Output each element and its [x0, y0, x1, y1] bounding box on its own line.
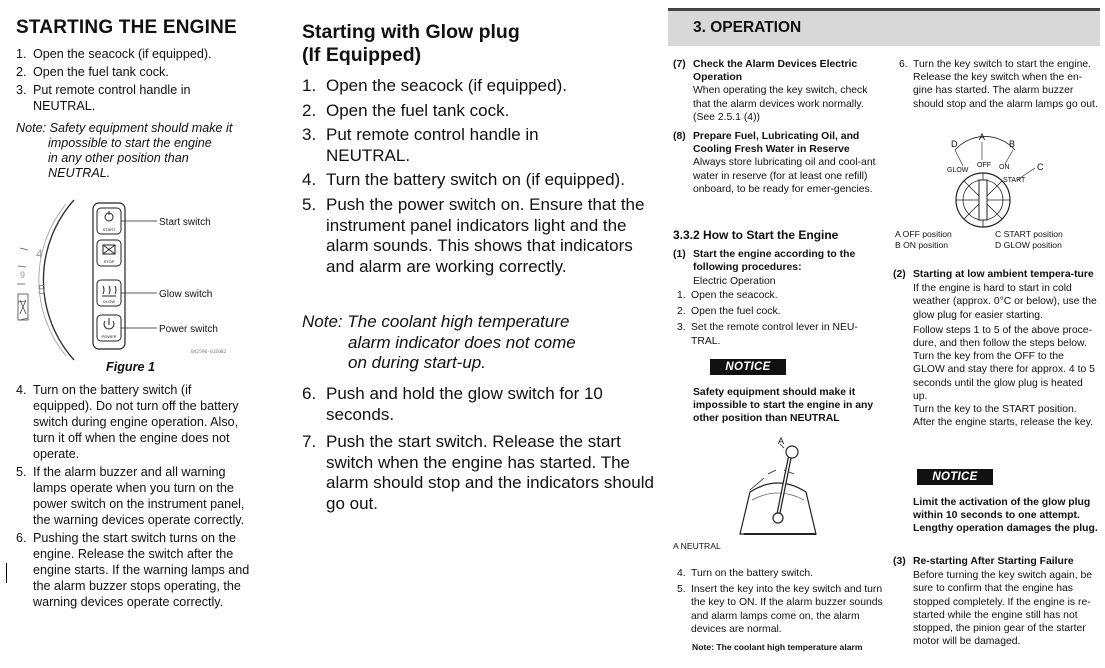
key-switch-diagram [937, 130, 1077, 230]
figure-code: 042590-01E002 [191, 350, 227, 355]
glow-switch-icon [97, 280, 121, 306]
notice-badge: NOTICE [710, 359, 786, 375]
item-1: (1) Start the engine according to the following procedures: Electric Operation [673, 249, 856, 288]
section-title: STARTING THE ENGINE [16, 17, 237, 38]
item-3: (3) Re-starting After Starting Failure Before turning the key switch again, be sure to confirm that the engine has stopped completely. If the engine is re-started while the engine still has not stopped, the pinion gear of the starter motor will be damaged. [893, 556, 1093, 648]
remote-lever-figure [720, 434, 840, 546]
svg-text:ON: ON [999, 164, 1010, 171]
steps-list-a [677, 289, 877, 348]
lever-caption: A NEUTRAL [673, 541, 721, 551]
sub-heading: 3.3.2 How to Start the Engine [673, 228, 839, 242]
svg-text:D: D [951, 139, 958, 149]
svg-text:START: START [1003, 177, 1026, 184]
start-switch-icon [97, 208, 121, 234]
notice-text-2: Limit the activation of the glow plug within 10 seconds to one attempt. Lengthy operation damages the plug. [913, 497, 1098, 535]
list-item: 3. Put remote control handle in NEUTRAL. [302, 125, 539, 165]
list-item: 4. Turn the battery switch on (if equipped). [302, 170, 625, 190]
list-item: 3. Put remote control handle in NEUTRAL. [16, 83, 191, 113]
list-item: 1. Open the seacock (if equipped). [16, 47, 212, 61]
list-item: 7. Push the start switch. Release the start switch when the engine has started. The alarm should stop and the indicators should go out. [302, 432, 654, 513]
list-item: 2. Open the fuel cock. [677, 306, 781, 318]
svg-text:A: A [778, 436, 785, 446]
bottom-note: Note: The coolant high temperature alarm [692, 642, 863, 652]
item-8: (8) Prepare Fuel, Lubricating Oil, and Cooling Fresh Water in Reserve Always store lubricating oil and cool-ant water in reserve (for at least one refill) onboard, to be ready for emer-gencies. [673, 131, 876, 195]
svg-text:GLOW: GLOW [947, 167, 969, 174]
figure-caption: Figure 1 [106, 360, 155, 374]
steps-list-a [16, 46, 251, 114]
item-7: (7) Check the Alarm Devices Electric Operation When operating the key switch, check that the alarm devices work normally. (See 2.5.1 (4)) [673, 59, 868, 123]
notice-badge-2: NOTICE [917, 469, 993, 485]
svg-text:B: B [1009, 139, 1016, 149]
switch-panel-figure [14, 190, 254, 365]
column-operation [665, 0, 1105, 668]
list-item: 4. Turn on the battery switch (if equipped). Do not turn off the battery switch during engine operation. Also, turn it off when the engine does not operate. [16, 383, 239, 461]
column-starting-the-engine [0, 0, 280, 668]
list-item: 6. Turn the key switch to start the engine. Release the key switch when the en-gine has started. The alarm buzzer should stop and the alarm lamps go out. [899, 59, 1098, 110]
key-legend: A OFF position C START position B ON position D GLOW position [895, 229, 1063, 250]
list-item: 5. Push the power switch on. Ensure that the instrument panel indicators light and the alarm sounds. This shows that indicators and alarm are working correctly. [302, 194, 645, 276]
steps-list-b [677, 567, 883, 636]
list-item: 6. Push and hold the glow switch for 10 seconds. [302, 384, 603, 424]
svg-text:STOP: STOP [103, 259, 115, 264]
steps-list-a [302, 76, 652, 277]
gauge-arc [43, 200, 74, 360]
section-title: 3. OPERATION [693, 19, 802, 36]
coolant-note: Note: The coolant high temperature alarm indicator does not come on during start-up. [302, 312, 576, 373]
notice-text: Safety equipment should make it impossible to start the engine in any other position than NEUTRAL [693, 387, 874, 425]
gauge-number-9: 9 [20, 270, 26, 280]
power-switch-icon [97, 315, 121, 341]
svg-text:POWER: POWER [101, 334, 117, 339]
steps-list-b [302, 384, 652, 515]
list-item: 2. Open the fuel tank cock. [16, 65, 169, 79]
column-starting-with-glow-plug [280, 0, 665, 668]
step-6 [899, 58, 1099, 111]
list-item: 5. If the alarm buzzer and all warning lamps operate when you turn on the power switch on the instrument panel, the warning devices operate correctly. [16, 465, 245, 527]
item-2: (2) Starting at low ambient tempera-ture If the engine is hard to start in cold weather (approx. 0°C or below), use the glow plug for easier starting. Follow steps 1 to 5 of the above proce-dure, and then follow the steps below. Turn the key from the OFF to the GLOW and stay there for approx. 4 to 5 seconds until the glow plug is heated up. Turn the key to the START position. After the engine starts, release the key. [893, 269, 1097, 429]
start-switch-label: Start switch [159, 217, 211, 228]
steps-list-b [16, 382, 251, 610]
svg-text:OFF: OFF [977, 162, 991, 169]
gauge-number-4: 4 [36, 247, 43, 261]
svg-text:START: START [102, 227, 116, 232]
list-item: 3. Set the remote control lever in NEU-TRAL. [677, 322, 858, 347]
list-item: 1. Open the seacock (if equipped). [302, 76, 567, 95]
list-item: 6. Pushing the start switch turns on the engine. Release the switch after the engine starts. If the warning lamps and the alarm buzzer stops operating, the warning devices operate correctly. [16, 531, 250, 609]
text-cursor [6, 563, 7, 583]
safety-note: Note: Safety equipment should make it impossible to start the engine in any other position than NEUTRAL. [16, 121, 233, 180]
list-item: 4. Turn on the battery switch. [677, 568, 814, 579]
glow-switch-label: Glow switch [159, 289, 213, 300]
list-item: 1. Open the seacock. [677, 290, 778, 301]
power-switch-label: Power switch [159, 324, 218, 335]
list-item: 5. Insert the key into the key switch and turn the key to ON. If the alarm buzzer sounds and alarm lamps come on, the alarm devices are normal. [677, 584, 883, 635]
svg-text:C: C [1037, 162, 1044, 172]
stop-switch-icon [97, 240, 121, 266]
svg-text:A: A [979, 132, 986, 142]
section-title: Starting with Glow plug (If Equipped) [302, 21, 520, 66]
gauge-number-5: 5 [38, 282, 46, 297]
svg-text:GLOW: GLOW [102, 299, 116, 304]
list-item: 2. Open the fuel tank cock. [302, 100, 510, 120]
